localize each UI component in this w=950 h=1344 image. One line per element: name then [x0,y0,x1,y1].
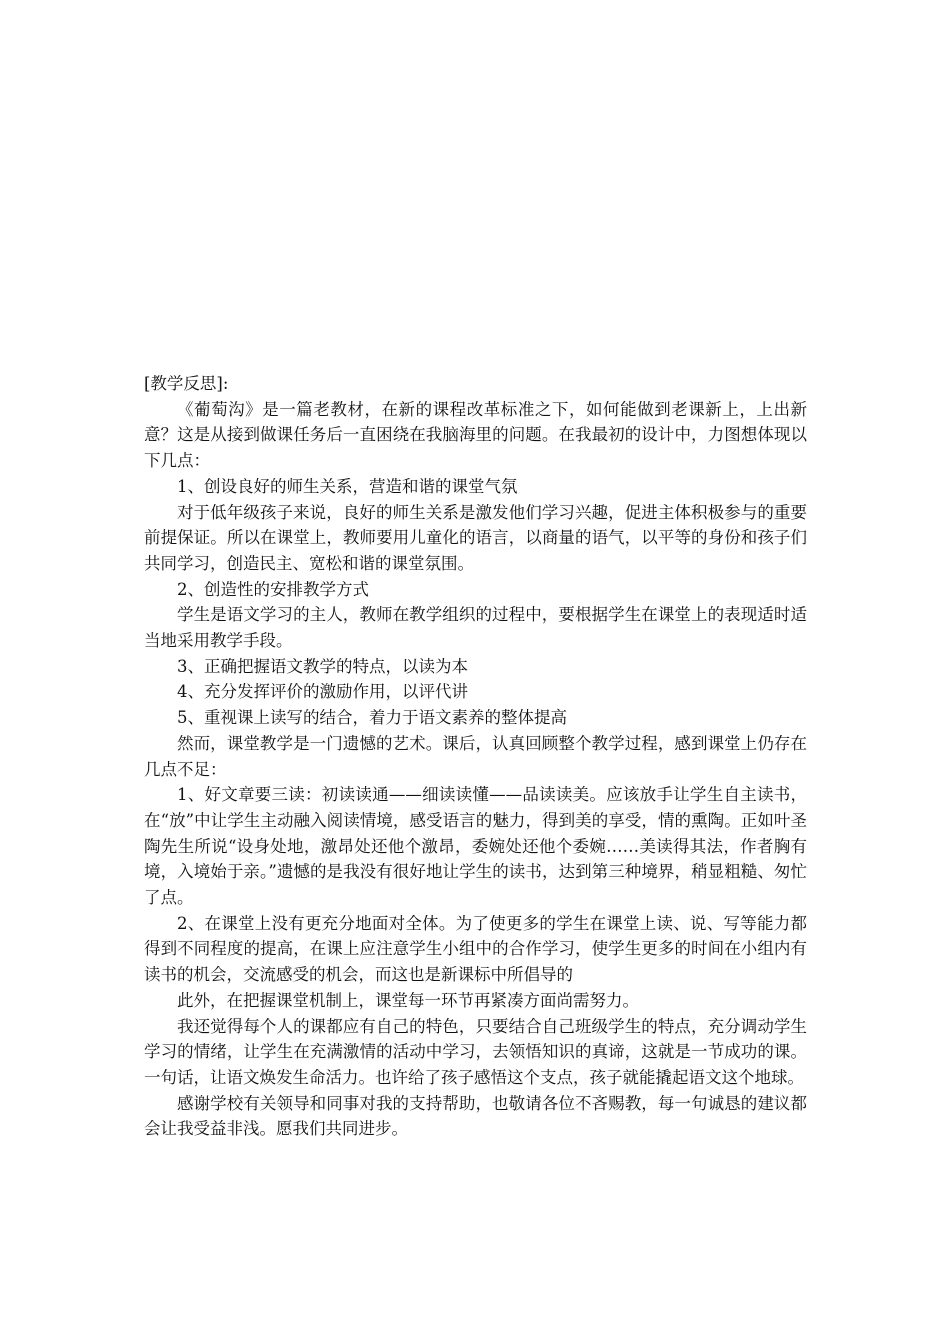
document-body [144,371,807,1142]
paragraph-thanks: 感谢学校有关领导和同事对我的支持帮助，也敬请各位不吝赐教，每一句诚恳的建议都会让我受益非浅。愿我们共同进步。 [144,1093,807,1139]
point-1-title: 1、创设良好的师生关系，营造和谐的课堂气氛 [177,476,518,496]
paragraph-intro: 《葡萄沟》是一篇老教材，在新的课程改革标准之下，如何能做到老课新上，上出新意？这是从接到做课任务后一直困绕在我脑海里的问题。在我最初的设计中，力图想体现以下几点： [144,399,807,471]
point-3-title: 3、正确把握语文教学的特点，以读为本 [177,656,468,676]
shortcoming-1: 1、好文章要三读：初读读通——细读读懂——品读读美。应该放手让学生自主读书，在“放”中让学生主动融入阅读情境，感受语言的魅力，得到美的享受，情的熏陶。正如叶圣陶先生所说“设身处地，激昂处还他个激昂，委婉处还他个委婉……美读得其法，作者胸有境，入境始于亲。”遗憾的是我没有很好地让学生的读书，达到第三种境界，稍显粗糙、匆忙了点。 [144,785,807,908]
point-2-title: 2、创造性的安排教学方式 [177,579,369,599]
paragraph-reflection: 我还觉得每个人的课都应有自己的特色，只要结合自己班级学生的特点，充分调动学生学习的情绪，让学生在充满激情的活动中学习，去领悟知识的真谛，这就是一节成功的课。一句话，让语文焕发生命活力。也许给了孩子感悟这个支点，孩子就能撬起语文这个地球。 [144,1016,807,1087]
point-1-body: 对于低年级孩子来说，良好的师生关系是激发他们学习兴趣，促进主体积极参与的重要前提保证。所以在课堂上，教师要用儿童化的语言，以商量的语气，以平等的身份和孩子们共同学习，创造民主、宽松和谐的课堂氛围。 [144,502,807,573]
shortcoming-2: 2、在课堂上没有更充分地面对全体。为了使更多的学生在课堂上读、说、写等能力都得到不同程度的提高，在课上应注意学生小组中的合作学习，使学生更多的时间在小组内有读书的机会，交流感受的机会，而这也是新课标中所倡导的 [144,913,807,985]
point-2-body: 学生是语文学习的主人，教师在教学组织的过程中，要根据学生在课堂上的表现适时适当地采用教学手段。 [144,605,807,651]
paragraph-shortcomings-intro: 然而，课堂教学是一门遗憾的艺术。课后，认真回顾整个教学过程，感到课堂上仍存在几点不足： [144,733,807,779]
point-5-title: 5、重视课上读写的结合，着力于语文素养的整体提高 [177,708,567,728]
paragraph-additionally: 此外，在把握课堂机制上，课堂每一环节再紧凑方面尚需努力。 [177,990,639,1010]
section-heading: [教学反思]: [144,374,229,393]
point-4-title: 4、充分发挥评价的激励作用，以评代讲 [177,682,468,702]
